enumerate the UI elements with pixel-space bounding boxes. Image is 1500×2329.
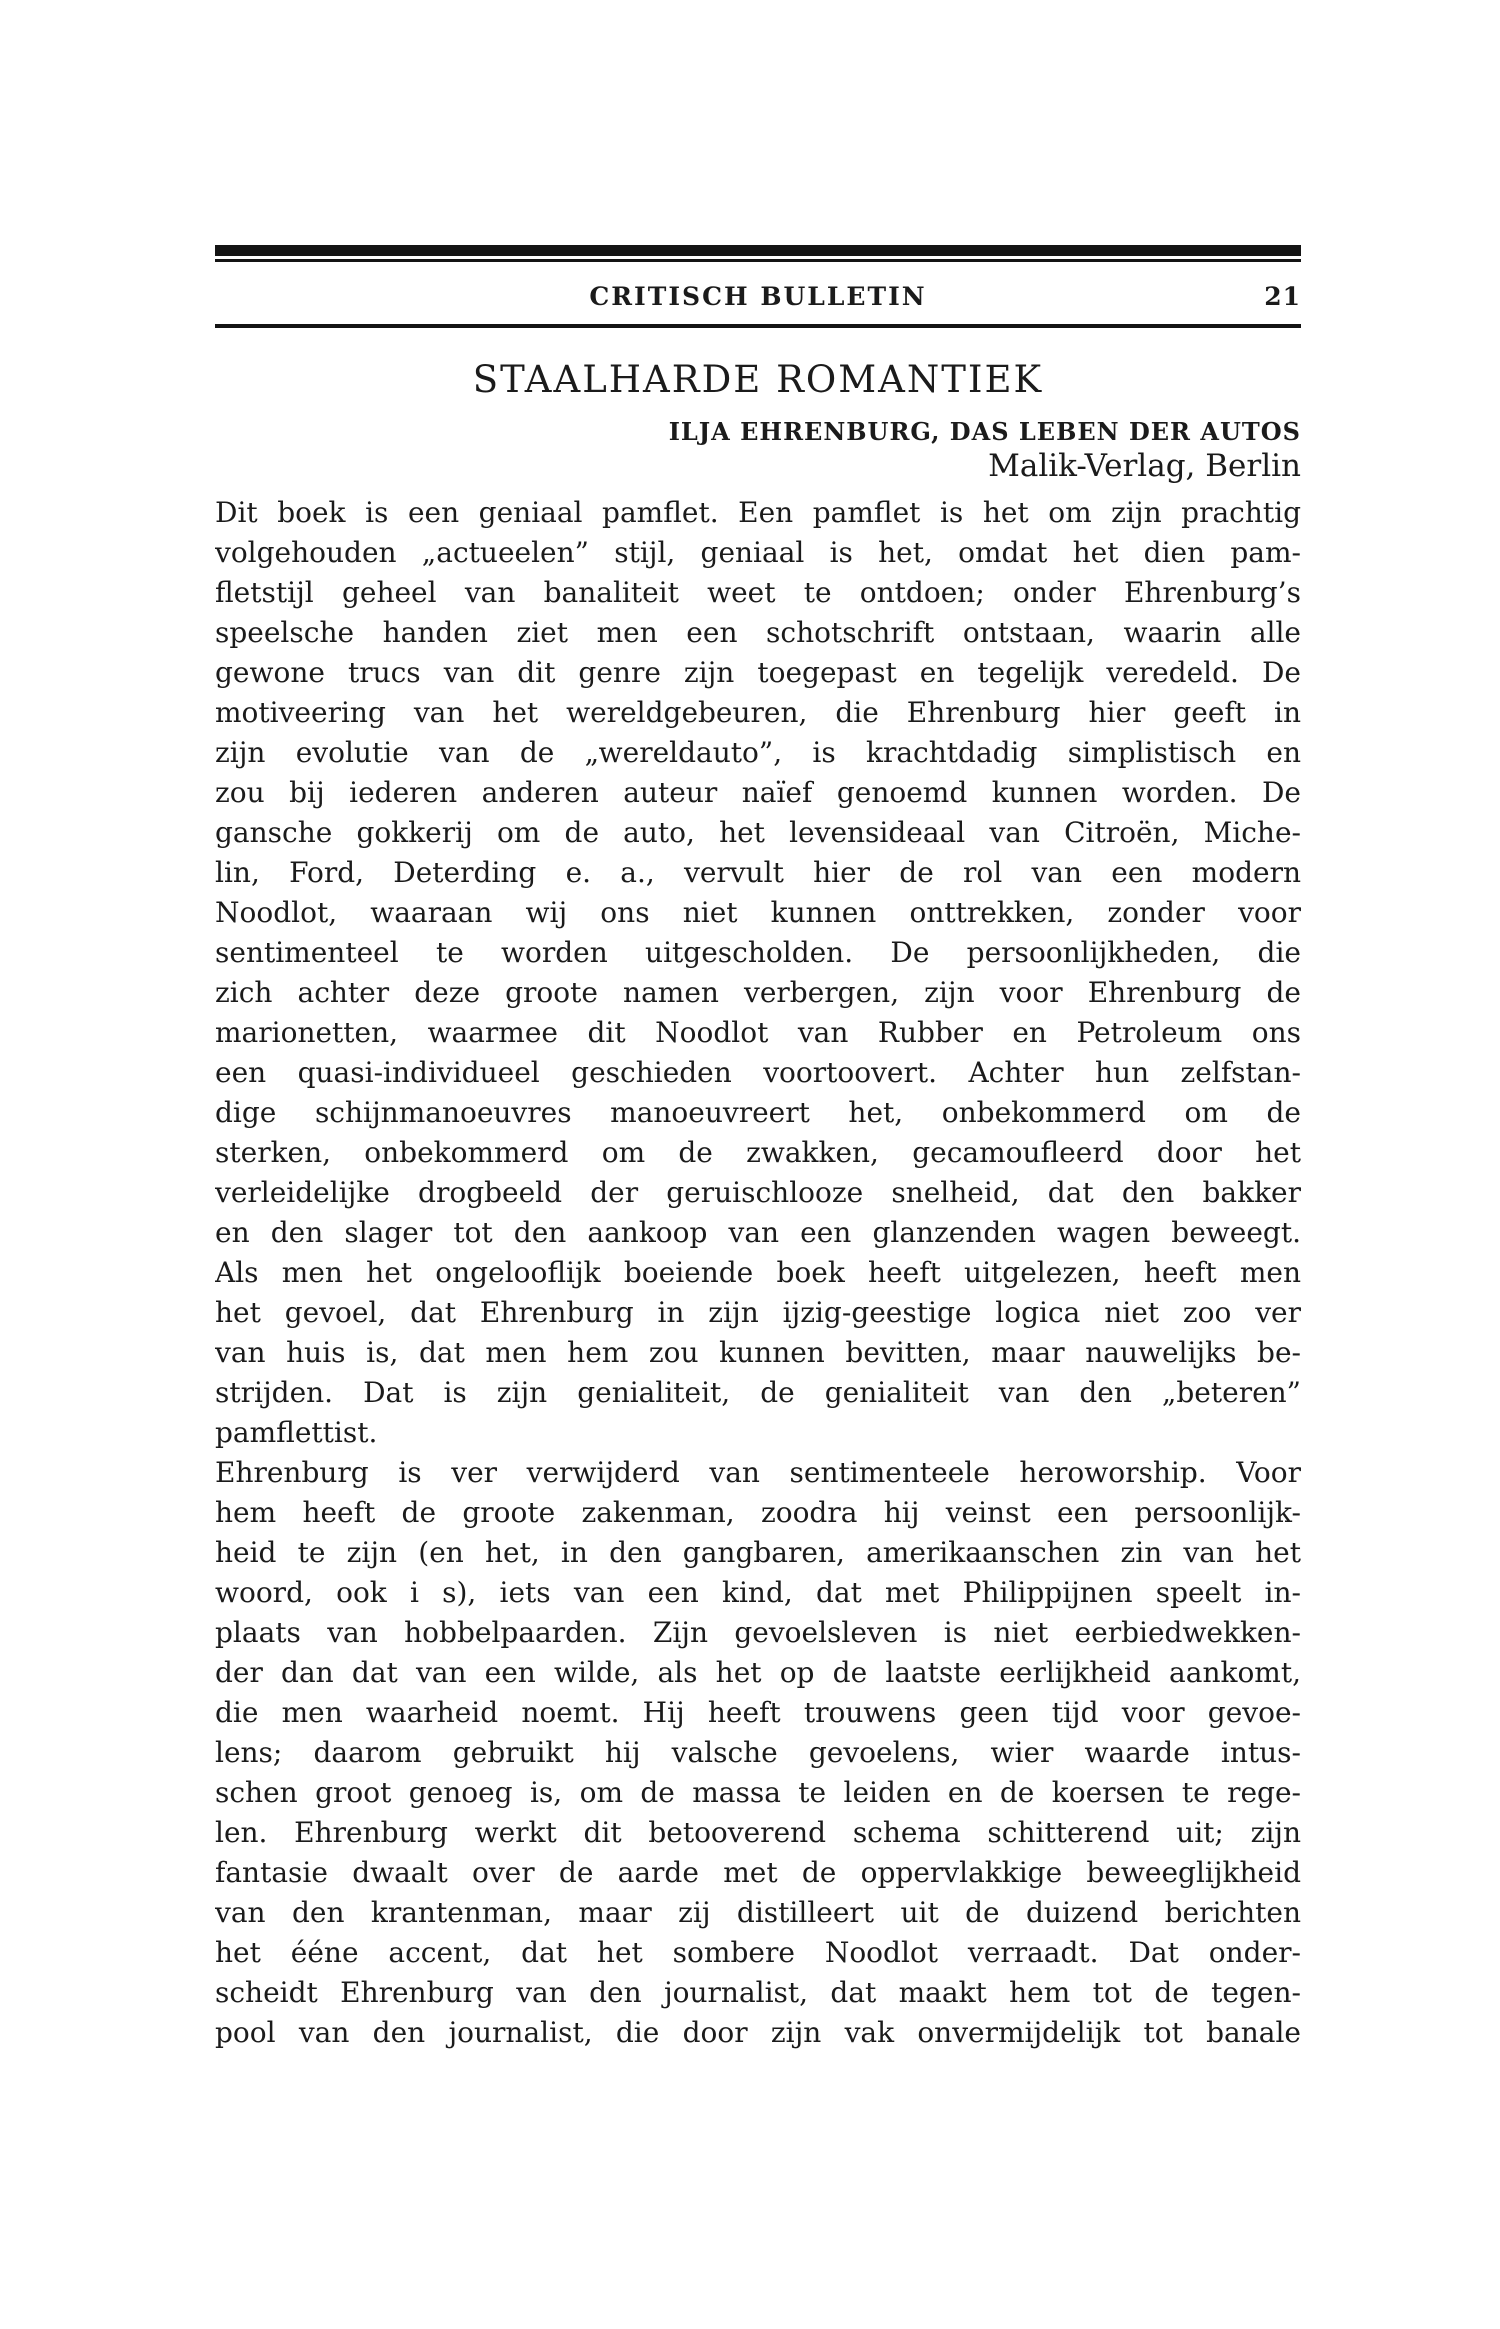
text-line: len. Ehrenburg werkt dit betooverend schema schitterend uit; zijn	[215, 1816, 1301, 1849]
text-line: sterken, onbekommerd om de zwakken, gecamoufleerd door het	[215, 1136, 1301, 1169]
text-line: verleidelijke drogbeeld der geruischlooze snelheid, dat den bakker	[215, 1176, 1301, 1209]
text-line: pool van den journalist, die door zijn vak onvermijdelijk tot banale	[215, 2016, 1301, 2049]
text-line: woord, ook i s), iets van een kind, dat met Philippijnen speelt in-	[215, 1576, 1301, 1609]
text-line: fantasie dwaalt over de aarde met de oppervlakkige beweeglijkheid	[215, 1856, 1301, 1889]
text-line: zou bij iederen anderen auteur naïef genoemd kunnen worden. De	[215, 776, 1301, 809]
paragraph	[215, 493, 1301, 1453]
text-line: gewone trucs van dit genre zijn toegepast en tegelijk veredeld. De	[215, 656, 1301, 689]
text-line: sentimenteel te worden uitgescholden. De persoonlijkheden, die	[215, 936, 1301, 969]
text-line: zich achter deze groote namen verbergen, zijn voor Ehrenburg de	[215, 976, 1301, 1009]
text-line: dige schijnmanoeuvres manoeuvreert het, onbekommerd om de	[215, 1096, 1301, 1129]
article-title: STAALHARDE ROMANTIEK	[472, 358, 1044, 401]
text-line: Dit boek is een geniaal pamflet. Een pamflet is het om zijn prachtig	[215, 496, 1301, 529]
text-line: lin, Ford, Deterding e. a., vervult hier de rol van een modern	[215, 856, 1301, 889]
paragraph	[215, 1453, 1301, 2053]
header-rule-thin	[215, 324, 1301, 328]
header-rule-mid	[215, 259, 1301, 262]
text-line: een quasi-individueel geschieden voortoovert. Achter hun zelfstan-	[215, 1056, 1301, 1089]
text-line: gansche gokkerij om de auto, het levensideaal van Citroën, Miche-	[215, 816, 1301, 849]
review-subject: ILJA EHRENBURG, DAS LEBEN DER AUTOS	[668, 417, 1301, 446]
text-line: schen groot genoeg is, om de massa te leiden en de koersen te rege-	[215, 1776, 1301, 1809]
text-line: fletstijl geheel van banaliteit weet te ontdoen; onder Ehrenburg’s	[215, 576, 1301, 609]
text-line: Noodlot, waaraan wij ons niet kunnen onttrekken, zonder voor	[215, 896, 1301, 929]
text-line: Ehrenburg is ver verwijderd van sentimenteele heroworship. Voor	[215, 1456, 1301, 1489]
text-line: heid te zijn (en het, in den gangbaren, amerikaanschen zin van het	[215, 1536, 1301, 1569]
text-line: van den krantenman, maar zij distilleert uit de duizend berichten	[215, 1896, 1301, 1929]
text-line: van huis is, dat men hem zou kunnen bevitten, maar nauwelijks be-	[215, 1336, 1301, 1369]
text-line: het ééne accent, dat het sombere Noodlot verraadt. Dat onder-	[215, 1936, 1301, 1969]
text-line: het gevoel, dat Ehrenburg in zijn ijzig-geestige logica niet zoo ver	[215, 1296, 1301, 1329]
text-line: plaats van hobbelpaarden. Zijn gevoelsleven is niet eerbiedwekken-	[215, 1616, 1301, 1649]
publisher-line: Malik-Verlag, Berlin	[988, 448, 1301, 484]
text-line: speelsche handen ziet men een schotschrift ontstaan, waarin alle	[215, 616, 1301, 649]
text-line: volgehouden „actueelen” stijl, geniaal is het, omdat het dien pam-	[215, 536, 1301, 569]
page-number: 21	[1264, 282, 1301, 311]
text-line: hem heeft de groote zakenman, zoodra hij veinst een persoonlijk-	[215, 1496, 1301, 1529]
text-line: en den slager tot den aankoop van een glanzenden wagen beweegt.	[215, 1216, 1301, 1249]
text-line: Als men het ongelooflijk boeiende boek heeft uitgelezen, heeft men	[215, 1256, 1301, 1289]
text-line: scheidt Ehrenburg van den journalist, dat maakt hem tot de tegen-	[215, 1976, 1301, 2009]
text-line: motiveering van het wereldgebeuren, die Ehrenburg hier geeft in	[215, 696, 1301, 729]
text-line: die men waarheid noemt. Hij heeft trouwens geen tijd voor gevoe-	[215, 1696, 1301, 1729]
article-body	[215, 493, 1301, 2053]
text-line: lens; daarom gebruikt hij valsche gevoelens, wier waarde intus-	[215, 1736, 1301, 1769]
text-line: marionetten, waarmee dit Noodlot van Rubber en Petroleum ons	[215, 1016, 1301, 1049]
text-line: der dan dat van een wilde, als het op de laatste eerlijkheid aankomt,	[215, 1656, 1301, 1689]
text-line: zijn evolutie van de „wereldauto”, is krachtdadig simplistisch en	[215, 736, 1301, 769]
text-line: strijden. Dat is zijn genialiteit, de genialiteit van den „beteren”	[215, 1376, 1301, 1409]
journal-title: CRITISCH BULLETIN	[589, 282, 927, 311]
running-head	[215, 281, 1301, 313]
scanned-page	[215, 245, 1301, 2053]
header-rule-thick	[215, 245, 1301, 256]
text-line: pamflettist.	[215, 1416, 378, 1449]
